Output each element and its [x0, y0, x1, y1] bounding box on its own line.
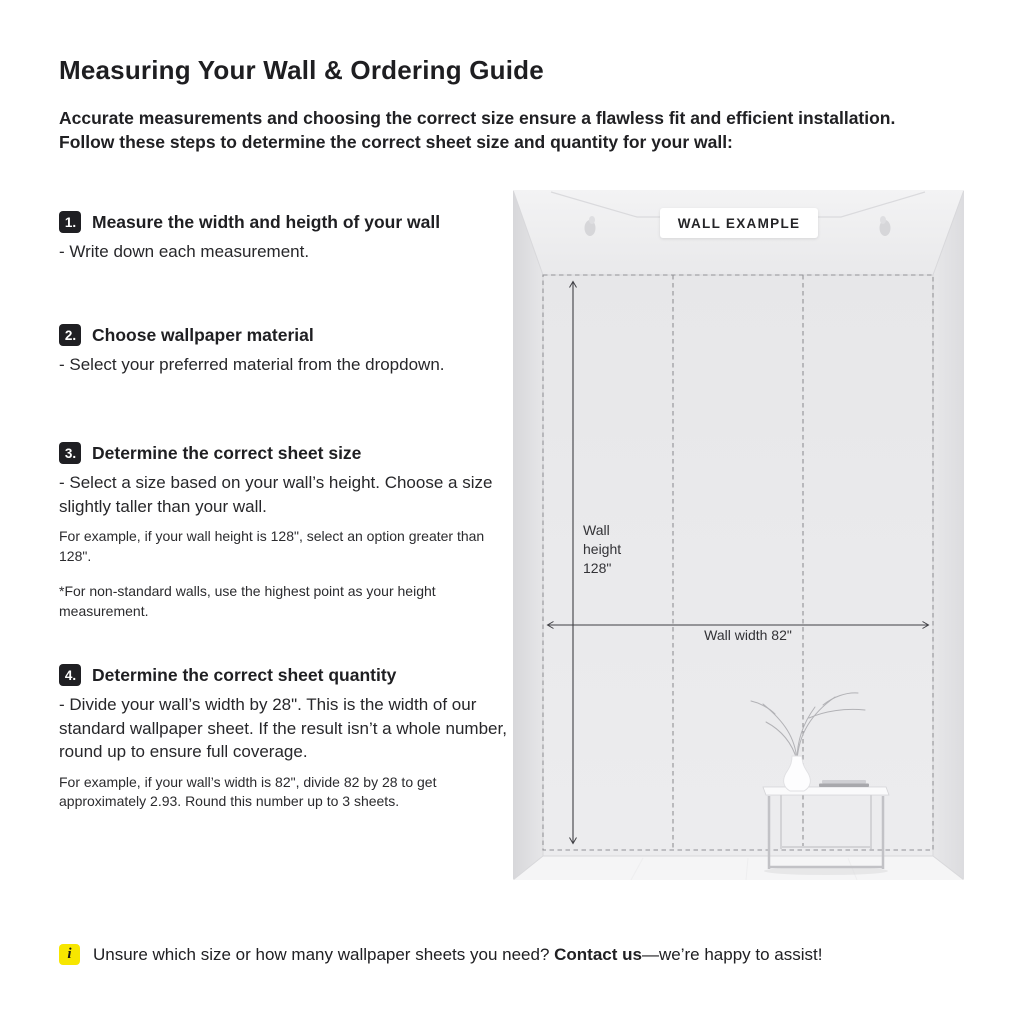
intro-line-2: Follow these steps to determine the correct sheet size and quantity for your wall:	[59, 132, 733, 152]
wall-example-badge: WALL EXAMPLE	[660, 208, 818, 238]
step-description: - Divide your wall’s width by 28". This is the width of our standard wallpaper sheet. If the result isn’t a whole number, round up to ensure full coverage.	[59, 695, 507, 761]
help-text-before: Unsure which size or how many wallpaper sheets you need?	[93, 944, 555, 964]
wall-example-figure	[513, 190, 964, 880]
left-wall	[513, 190, 543, 880]
step-heading: Measure the width and heigth of your wall	[92, 211, 441, 232]
floor	[513, 856, 964, 880]
step-note: For example, if your wall’s width is 82", divide 82 by 28 to get approximately 2.93. Round this number up to 3 sheets.	[59, 773, 437, 809]
step-4-header	[59, 664, 515, 686]
step-description: - Select a size based on your wall’s height. Choose a size slightly taller than your wall.	[59, 473, 493, 516]
step-1-header	[59, 211, 515, 233]
step-note: *For non-standard walls, use the highest point as your height measurement.	[59, 583, 436, 619]
step-heading: Determine the correct sheet size	[92, 442, 362, 463]
help-note	[59, 944, 822, 965]
help-text-after: —we’re happy to assist!	[641, 944, 823, 964]
info-icon: i	[59, 944, 80, 965]
wall-example-room-graphic	[513, 190, 964, 880]
right-wall	[933, 190, 964, 880]
intro-text	[59, 106, 999, 154]
step-description: - Write down each measurement.	[59, 242, 310, 261]
step-1	[59, 211, 515, 264]
step-4	[59, 664, 515, 812]
step-number-badge: 2.	[59, 324, 81, 346]
books-stack	[819, 780, 869, 787]
wall-width-label: Wall width 82"	[704, 627, 792, 643]
help-note-text	[93, 945, 822, 965]
intro-line-1: Accurate measurements and choosing the correct size ensure a flawless fit and efficient installation.	[59, 108, 896, 128]
wall-height-label: Wall height 128"	[583, 522, 622, 576]
step-note: For example, if your wall height is 128", select an option greater than 128".	[59, 528, 485, 564]
step-heading: Choose wallpaper material	[92, 324, 314, 345]
step-heading: Determine the correct sheet quantity	[92, 664, 397, 685]
step-number-badge: 1.	[59, 211, 81, 233]
step-3	[59, 442, 515, 621]
step-description: - Select your preferred material from the dropdown.	[59, 355, 445, 374]
page-title: Measuring Your Wall & Ordering Guide	[59, 55, 544, 85]
step-number-badge: 3.	[59, 442, 81, 464]
step-number-badge: 4.	[59, 664, 81, 686]
step-2	[59, 324, 515, 377]
step-3-header	[59, 442, 515, 464]
contact-us-link[interactable]: Contact us	[554, 944, 642, 964]
step-2-header	[59, 324, 515, 346]
